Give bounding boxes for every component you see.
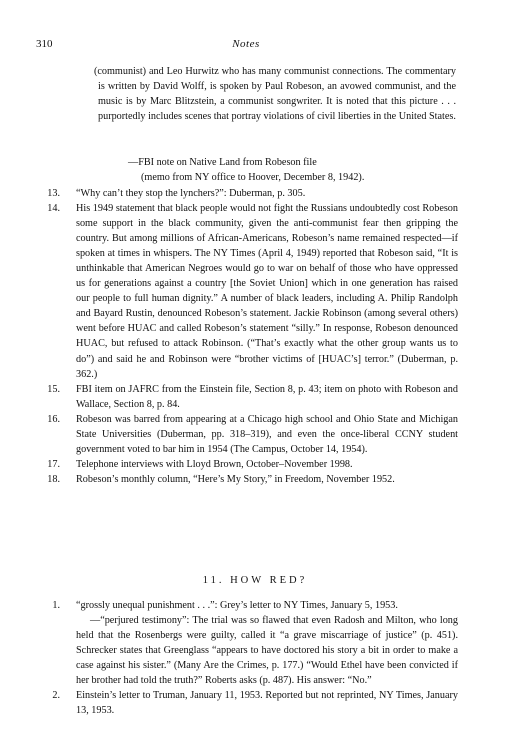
note-text: Einstein’s letter to Truman, January 11, 1953. Reported but not reprinted, NY Times, January 13, 1953. <box>76 690 458 717</box>
note-number: 15. <box>47 383 60 395</box>
note-text: Telephone interviews with Lloyd Brown, October–November 1998. <box>76 458 353 470</box>
note-item <box>36 412 458 457</box>
note-item <box>36 598 458 688</box>
note-text: Robeson’s monthly column, “Here’s My Story,” in Freedom, November 1952. <box>76 473 395 485</box>
running-head: Notes <box>232 38 260 50</box>
note-number: 13. <box>47 188 60 199</box>
quote-text: (communist) and Leo Hurwitz who has many communist connections. The commentary is written by David Wolff, is spoken by Paul Robeson, an avowed communist, and the music is by Marc Blitzstein, a communist songwriter. It is noted that this picture . . . purportedly includes scenes that portray violations of civil liberties in the United States. <box>94 66 456 123</box>
note-continuation: —“perjured testimony”: The trial was so flawed that even Radosh and Milton, who long held that the Rosenbergs were guilty, called it “a grave miscarriage of justice” (p. 451). Schrecker states that Greenglass “appears to have doctored his story a bit in order to make a case against his sister.” (Many Are the Crimes, p. 177.) “Would Ethel have been convicted if her brother had told the truth?” Roberts asks (p. 487). His answer: “No.” <box>76 615 458 687</box>
quote-source-memo: (memo from NY office to Hoover, December 8, 1942). <box>141 172 365 183</box>
notes-list-chapter-10 <box>36 186 458 487</box>
note-item <box>36 688 458 718</box>
notes-list-chapter-11 <box>36 598 458 718</box>
quote-attribution: —FBI note on Native Land from Robeson file <box>128 157 317 168</box>
note-number: 18. <box>47 473 60 485</box>
note-text: “Why can’t they stop the lynchers?”: Duberman, p. 305. <box>76 188 306 199</box>
note-item <box>36 382 458 412</box>
section-heading: 11. HOW RED? <box>202 575 308 586</box>
note-item <box>36 472 458 487</box>
note-item <box>36 457 458 472</box>
note-item <box>36 186 458 201</box>
note-number: 16. <box>47 413 60 425</box>
note-text: “grossly unequal punishment . . .”: Grey’s letter to NY Times, January 5, 1953. <box>76 600 398 611</box>
note-text: FBI item on JAFRC from the Einstein file, Section 8, p. 43; item on photo with Robeson and Wallace, Section 8, p. 84. <box>76 383 458 410</box>
note-number: 2. <box>52 690 60 702</box>
block-quote <box>94 64 456 124</box>
note-text: His 1949 statement that black people would not fight the Russians undoubtedly cost Robeson some support in the black community, given the anti-communist fear then gripping the country. But among millions of African-Americans, Robeson’s name remained respected—if spoken at times in whispers. The NY Times (April 4, 1949) reported that Robeson said, “It is unthinkable that American Negroes would go to war on behalf of those who have oppressed us for generations against a country [the Soviet Union] which in one generation has raised our people to full human dignity.” A number of black leaders, including A. Philip Randolph and Bayard Rustin, denounced Robeson’s statement. Jackie Robinson (among several others) went before HUAC and called Robeson’s statement “silly.” In response, Robeson denounced HUAC, but refused to attack Robinson. (“That’s exactly what the other group wants us to do”) and said he and Robinson were “brother victims of [HUAC’s] terror.” (Duberman, p. 362.) <box>76 203 458 380</box>
page-header <box>36 38 456 52</box>
note-text: Robeson was barred from appearing at a Chicago high school and Ohio State and Michigan State Universities (Duberman, pp. 318–319), and even the once-liberal CCNY student government voted to bar him in 1954 (The Campus, October 14, 1954). <box>76 413 458 455</box>
page-number: 310 <box>36 38 53 50</box>
note-number: 14. <box>47 203 60 215</box>
note-number: 17. <box>47 458 60 470</box>
note-number: 1. <box>52 600 60 611</box>
note-item <box>36 201 458 382</box>
